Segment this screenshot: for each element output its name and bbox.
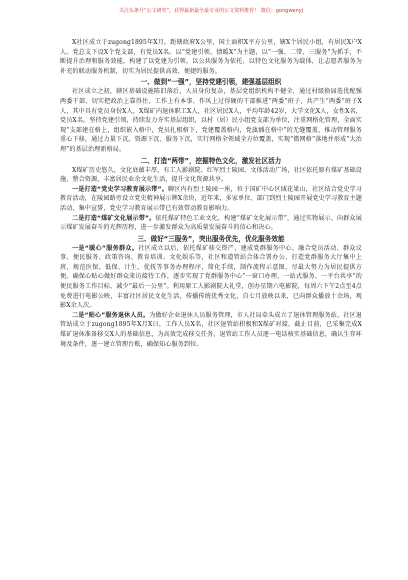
section-2-item-1 — [60, 185, 362, 214]
section-2-item-2 — [60, 214, 362, 233]
section-2-item-2-lead: 二是打造“煤矿文化展示带”。 — [72, 214, 156, 222]
section-3-item-2-text: 为做好企业退休人员服务管理，市人社局牵头成立了退休管理服务站，社区退管站成立于zugong1895年X月X日，工作人员X名，社区退管站积极和X煤矿对接，截止目前，已采集完成X煤矿退休准备移交X人的基础信息，为高效完成移交任务，退管站工作人员逐一电话核实基础信息，确认生存环境及条件，逐一建立管理台账，确保知心服务到位。 — [60, 311, 363, 348]
section-3-item-2 — [60, 311, 362, 349]
section-heading-2: 二、打造“两带”，挖掘特色文化，激发社区活力 — [140, 156, 282, 165]
section-1-paragraph: 社区成立之初，辖区基础设施陈旧落后，人员身份复杂，基层党组织机构不健全，通过村级换届选优配强两委干部，切实把政治上靠得住、工作上有本事、作风上过得硬的干部推进“两委”班子，共产生“两委”班子X人，其中具有党员身份X人，X煤矿内退休职工X人，社区居民X人，平均年龄42岁，大学文化X人，女性X名，党员X名。坚持党建引领，持续发力夯实基层组织，以村（居）民小组党支部为单位，注重网格化管理，全面实现“支部建在格上，组织嵌入格中，党员扎根格下，党建覆盖格内，党旗插在格中”的无缝覆盖，推动管理服务重心下移，通过力量下沉、资源下沉、服务下沉，实行网格全领域全方位覆盖，实现“微网格”落地并形成“大治理”的基层治理新格局。 — [60, 88, 362, 153]
section-3-item-2-lead: 二是“贴心”服务退休人员。 — [72, 311, 150, 319]
section-2-item-2-text: 依托煤矿特色工业文化，构建“煤矿文化展示带”，通过实物展示、向群众展示煤矿发展奋斗的光辉历程，进一步激发群众为高质量发展奋斗的信心和决心。 — [60, 214, 362, 232]
section-heading-3: 三、做好“三服务”，突出服务优先，优化服务效能 — [137, 234, 285, 243]
section-3-item-1-lead: 一是“暖心”服务群众。 — [72, 244, 139, 252]
document-body — [60, 38, 362, 349]
section-2-item-1-text: 聊区内有烈士陵园一座，位于国矿中心区域花果山，社区结合党史学习教育活动，在陵园路旁设立党史精神展示牌X余块，近年来，多家单位、部门到烈士陵园开展党史学习教育主题活动、集中宣誓，党史学习教育展示带已有效带动教育影响力。 — [60, 185, 362, 212]
section-3-item-1-text: 社区成立以后，依托煤矿移交资产，建成党群服务中心、融合党员活动、群众议事、便民服务、政策咨询、教育培训、文化娱乐等，社区和道管站合体合署办公，打造党群服务大厅集中上班，规范医保、低保、计生、优抚等事务办理程序，简化手续，制作流程示意图，尽最大努力为居民提供方便。确保心贴心做好群众来访接待工作，逐步实现了党群服务中心“一窗口办理、一站式服务、一平台共享”的便民服务工作目标，减少“最后一公里”。利用原工人影剧院大礼堂，创办星期六电影院，每周六下午2点至4点免费进行电影公映，丰富社区居民文化生活，传播传统优秀文化，自七月放映以来，已向群众播放十余场，观影X余人次。 — [60, 244, 362, 310]
intro-paragraph: X社区成立于zugong1895年X月，距辖政府X公里，国土面积X平方公里，辖X个居民小组，有居民X户X人。党总支下设X个党支部，有党员X名。以“党建引领、情暖X”为主题，以“一强、二带、三服务”为抓手，不断提升治理和服务效能，构建了以党建为引领、以公共服务为依托、以特色文化服务为载体，让志愿者服务为补充的联动服务机制，切实为居民提供高效、便捷的服务。 — [60, 39, 362, 75]
promo-banner-text: 关注头条号“公文研究”，获得最新最全最专业的公文资料推荐！ 微信：gongwenyj — [118, 8, 304, 14]
section-2-paragraph: X煤矿历史悠久，文化底蕴丰厚，有工人影剧院、红军烈士陵园、文体活动广场，社区依托原有煤矿基础设施，整合资源，丰富居民业余文化生活，提升文化资源共享。 — [60, 166, 362, 184]
section-3-item-1 — [60, 244, 362, 311]
section-2-item-1-lead: 一是打造“党史学习教育展示带”。 — [72, 185, 168, 193]
section-heading-1: 一、做到“一强”，坚持党建引领，建强基层组织 — [140, 78, 282, 87]
promo-banner — [60, 0, 362, 15]
